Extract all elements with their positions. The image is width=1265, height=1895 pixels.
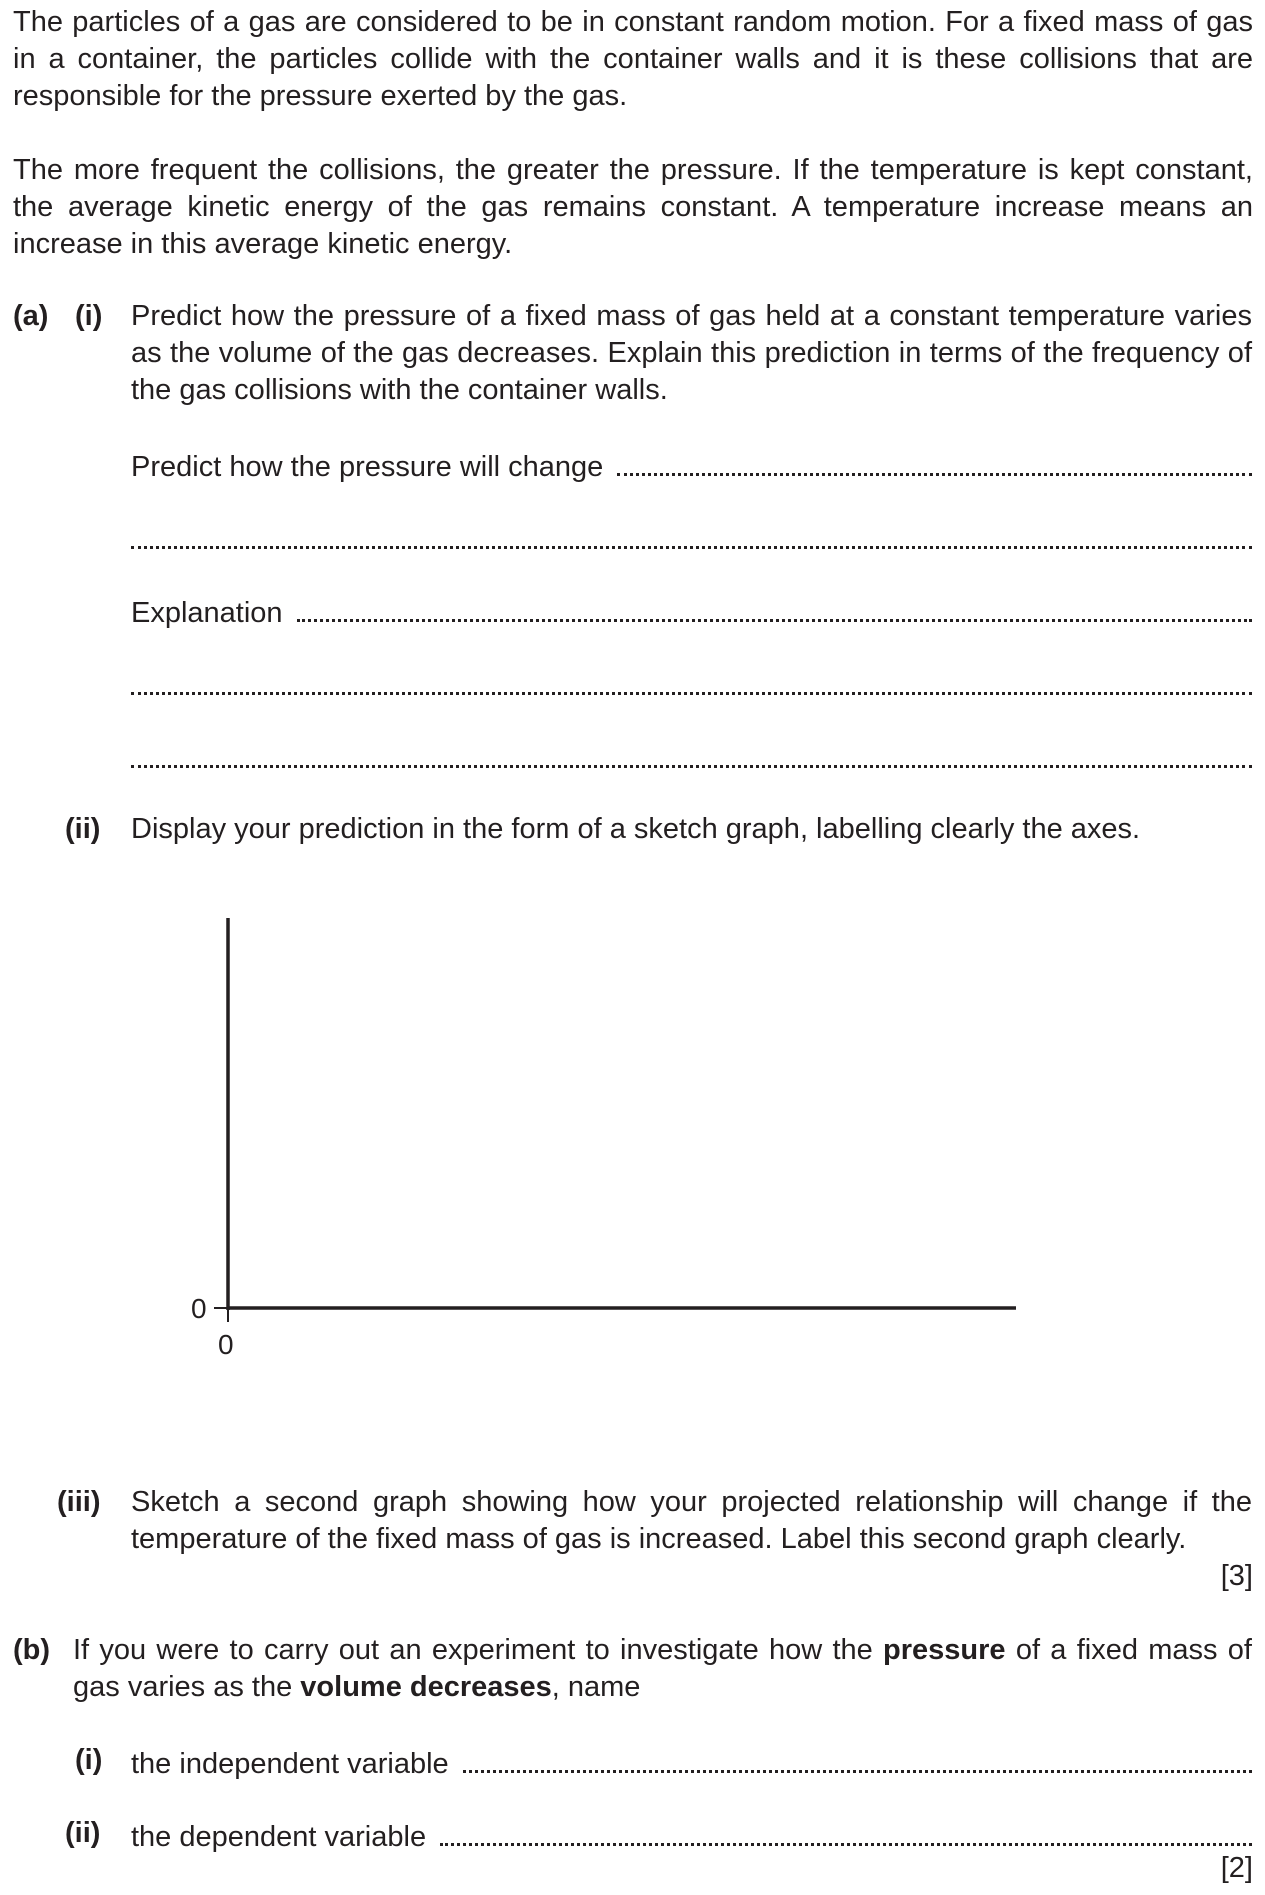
x-origin-label: 0 xyxy=(218,1329,234,1360)
part-b-text-pre: If you were to carry out an experiment to investigate how the xyxy=(73,1634,884,1666)
part-b-i-label: (i) xyxy=(75,1744,103,1776)
independent-variable-dots[interactable] xyxy=(463,1742,1252,1773)
explanation-answer-line[interactable] xyxy=(131,591,1252,632)
part-a-iii-question: Sketch a second graph showing how your projected relationship will change if the temperature of the fixed mass of gas is increased. Label this second graph clearly. xyxy=(131,1486,1252,1555)
part-b-volume-decreases: volume decreases xyxy=(300,1671,552,1703)
intro-paragraph-1: The particles of a gas are considered to be in constant random motion. For a fixed mass of gas in a container, the particles collide with the container walls and it is these collisions that are responsible for the pressure exerted by the gas. xyxy=(13,6,1253,112)
explanation-label: Explanation xyxy=(131,597,283,629)
predict-answer-line-2[interactable] xyxy=(131,518,1252,549)
intro xyxy=(13,4,1253,263)
part-b-pressure: pressure xyxy=(883,1634,1006,1666)
sketch-graph[interactable] xyxy=(0,900,1265,1380)
part-a-i-question: Predict how the pressure of a fixed mass of gas held at a constant temperature varies as the volume of the gas decreases. Explain this prediction in terms of the frequency of the gas collisions with the container walls. xyxy=(131,300,1252,406)
part-a-ii-label: (ii) xyxy=(65,813,101,845)
part-a-marks: [3] xyxy=(1220,1560,1253,1592)
dependent-variable-answer-line[interactable] xyxy=(131,1815,1252,1856)
explanation-answer-line-2[interactable] xyxy=(131,664,1252,695)
part-b-ii-label: (ii) xyxy=(65,1817,101,1849)
predict-answer-dots[interactable] xyxy=(617,445,1252,476)
predict-label: Predict how the pressure will change xyxy=(131,451,604,483)
explanation-answer-dots[interactable] xyxy=(297,591,1252,622)
explanation-answer-line-3[interactable] xyxy=(131,737,1252,768)
independent-variable-label: the independent variable xyxy=(131,1748,449,1780)
dependent-variable-label: the dependent variable xyxy=(131,1821,427,1853)
predict-answer-dots-2[interactable] xyxy=(131,518,1252,549)
independent-variable-answer-line[interactable] xyxy=(131,1742,1252,1783)
part-a-iii-label: (iii) xyxy=(57,1486,101,1518)
part-a-i-label: (i) xyxy=(75,300,103,332)
explanation-answer-dots-3[interactable] xyxy=(131,737,1252,768)
part-b-label: (b) xyxy=(13,1634,51,1666)
part-b-question xyxy=(73,1632,1252,1706)
predict-answer-line[interactable] xyxy=(131,445,1252,486)
part-a-ii-question: Display your prediction in the form of a sketch graph, labelling clearly the axes. xyxy=(131,813,1141,845)
explanation-answer-dots-2[interactable] xyxy=(131,664,1252,695)
y-origin-label: 0 xyxy=(191,1293,207,1324)
part-b-text-mid: of a fixed mass of gas varies as the xyxy=(73,1634,1252,1703)
part-b-marks: [2] xyxy=(1220,1852,1253,1884)
part-b-text-post: , name xyxy=(551,1671,641,1703)
intro-paragraph-2: The more frequent the collisions, the greater the pressure. If the temperature is kept constant, the average kinetic energy of the gas remains constant. A temperature increase means an increase in this average kinetic energy. xyxy=(13,154,1253,260)
dependent-variable-dots[interactable] xyxy=(440,1815,1252,1846)
part-a-label: (a) xyxy=(13,300,49,332)
